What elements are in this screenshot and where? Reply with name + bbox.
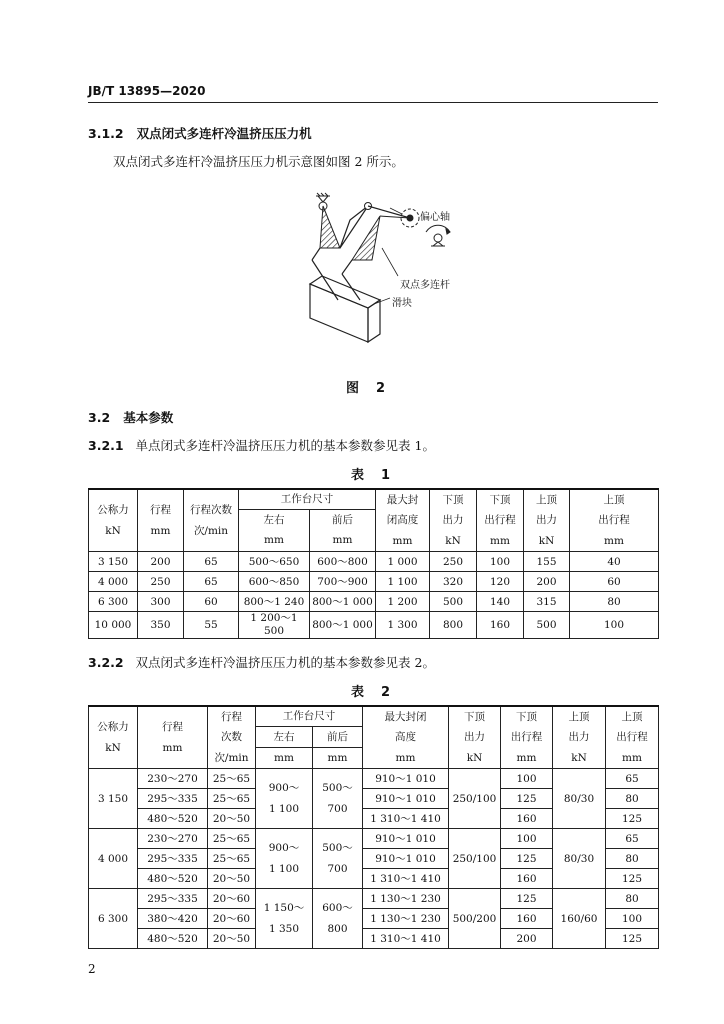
t1-header-lower-force: 下顶 出力 kN xyxy=(430,489,477,552)
t2-cell-spm: 25～65 xyxy=(208,829,256,849)
t2-cell-spm: 20～50 xyxy=(208,929,256,949)
table1 xyxy=(88,488,659,639)
t1-header-fb: 前后 mm xyxy=(310,509,376,552)
t2-header-lr-unit: mm xyxy=(256,748,313,769)
t2-cell-lower-force: 250/100 xyxy=(449,829,501,889)
t2-cell-stroke: 480～520 xyxy=(138,809,208,829)
table2-caption: 表 2 xyxy=(351,685,393,700)
cell-line: 1 100 xyxy=(268,862,300,875)
t2-cell-lower-stroke: 125 xyxy=(501,889,553,909)
t2-cell-fb xyxy=(313,889,363,949)
t1-header-spm: 行程次数 次/min xyxy=(184,489,239,552)
t2-cell-stroke: 295～335 xyxy=(138,849,208,869)
t2-cell-stroke: 230～270 xyxy=(138,829,208,849)
t2-cell-spm: 25～65 xyxy=(208,849,256,869)
t1-cell-fb: 700～900 xyxy=(310,572,376,592)
t2-cell-lower-stroke: 160 xyxy=(501,809,553,829)
label-slide: 滑块 xyxy=(392,298,412,309)
cell-line: 900～ xyxy=(268,842,300,855)
t2-cell-spm: 25～65 xyxy=(208,769,256,789)
t2-header-stroke: 行程 mm xyxy=(138,706,208,769)
section-number: 3.1.2 xyxy=(88,126,124,141)
t2-cell-lower-stroke: 100 xyxy=(501,829,553,849)
t2-header-upper-force: 上顶 出力 kN xyxy=(553,706,606,769)
t2-cell-upper-stroke: 65 xyxy=(606,829,659,849)
t1-cell-fb: 600～800 xyxy=(310,552,376,572)
t1-cell-force: 4 000 xyxy=(89,572,138,592)
table-row xyxy=(89,889,659,909)
t2-cell-upper-stroke: 125 xyxy=(606,809,659,829)
t2-header-force: 公称力 kN xyxy=(89,706,138,769)
t2-cell-force: 6 300 xyxy=(89,889,138,949)
t1-cell-lower-force: 800 xyxy=(430,612,477,638)
table2 xyxy=(88,705,659,949)
section-number: 3.2 xyxy=(88,410,111,425)
t2-cell-upper-stroke: 80 xyxy=(606,849,659,869)
t2-cell-stroke: 480～520 xyxy=(138,929,208,949)
t2-cell-shut-height: 1 310～1 410 xyxy=(363,809,449,829)
t1-cell-upper-force: 315 xyxy=(524,592,570,612)
section-number: 3.2.2 xyxy=(88,655,124,670)
t2-cell-shut-height: 1 310～1 410 xyxy=(363,929,449,949)
t2-cell-lr xyxy=(256,889,313,949)
t2-cell-spm: 25～65 xyxy=(208,789,256,809)
table-row xyxy=(89,829,659,849)
t1-cell-spm: 55 xyxy=(184,612,239,638)
table-row xyxy=(89,592,659,612)
t2-cell-shut-height: 1 310～1 410 xyxy=(363,869,449,889)
t1-cell-force: 6 300 xyxy=(89,592,138,612)
table-row xyxy=(89,552,659,572)
t2-cell-upper-stroke: 80 xyxy=(606,889,659,909)
t1-cell-lower-stroke: 160 xyxy=(477,612,524,638)
t2-cell-spm: 20～50 xyxy=(208,869,256,889)
t2-cell-lower-stroke: 100 xyxy=(501,769,553,789)
t1-cell-stroke: 250 xyxy=(138,572,184,592)
t2-cell-shut-height: 1 130～1 230 xyxy=(363,889,449,909)
t2-header-table-size: 工作台尺寸 xyxy=(256,706,363,727)
t2-cell-force: 3 150 xyxy=(89,769,138,829)
t1-cell-force: 3 150 xyxy=(89,552,138,572)
t2-cell-lower-stroke: 200 xyxy=(501,929,553,949)
link-triangle-right xyxy=(352,216,380,260)
section-title: 基本参数 xyxy=(123,410,174,425)
t1-cell-lower-force: 250 xyxy=(430,552,477,572)
t2-cell-lower-force: 250/100 xyxy=(449,769,501,829)
t1-cell-upper-stroke: 80 xyxy=(570,592,659,612)
t2-cell-stroke: 480～520 xyxy=(138,869,208,889)
t2-cell-upper-force: 80/30 xyxy=(553,769,606,829)
t2-header-lower-stroke: 下顶 出行程 mm xyxy=(501,706,553,769)
t1-cell-spm: 65 xyxy=(184,552,239,572)
t2-header-upper-stroke: 上顶 出行程 mm xyxy=(606,706,659,769)
t1-cell-lower-force: 500 xyxy=(430,592,477,612)
cell-line: 700 xyxy=(327,862,348,875)
t2-cell-stroke: 230～270 xyxy=(138,769,208,789)
t2-cell-shut-height: 910～1 010 xyxy=(363,769,449,789)
t2-cell-stroke: 295～335 xyxy=(138,789,208,809)
t2-header-fb-label: 前后 xyxy=(313,727,363,748)
t1-header-force: 公称力 kN xyxy=(89,489,138,552)
section-text: 双点闭式多连杆冷温挤压压力机的基本参数参见表 2。 xyxy=(135,655,435,670)
t1-cell-lower-stroke: 140 xyxy=(477,592,524,612)
t1-cell-lower-stroke: 100 xyxy=(477,552,524,572)
section-312-body: 双点闭式多连杆冷温挤压压力机示意图如图 2 所示。 xyxy=(113,154,404,169)
table1-body xyxy=(89,552,659,638)
section-312-heading xyxy=(88,124,312,142)
t1-cell-upper-force: 200 xyxy=(524,572,570,592)
t2-cell-fb xyxy=(313,829,363,889)
t1-header-lr: 左右 mm xyxy=(239,509,310,552)
cell-line: 900～ xyxy=(268,782,300,795)
t2-cell-spm: 20～60 xyxy=(208,909,256,929)
t2-cell-shut-height: 910～1 010 xyxy=(363,849,449,869)
cell-line: 700 xyxy=(327,802,348,815)
section-text: 单点闭式多连杆冷温挤压压力机的基本参数参见表 1。 xyxy=(135,438,435,453)
t2-cell-upper-stroke: 80 xyxy=(606,789,659,809)
t2-cell-spm: 20～60 xyxy=(208,889,256,909)
cell-line: 1 100 xyxy=(268,802,300,815)
t2-header-shut-height: 最大封闭 高度 mm xyxy=(363,706,449,769)
section-321-paragraph xyxy=(88,436,435,454)
label-linkage: 双点多连杆 xyxy=(400,280,450,291)
t1-cell-upper-stroke: 100 xyxy=(570,612,659,638)
figure-caption: 图 2 xyxy=(346,381,388,396)
t2-cell-stroke: 380～420 xyxy=(138,909,208,929)
t1-cell-force: 10 000 xyxy=(89,612,138,638)
t2-header-lower-force: 下顶 出力 kN xyxy=(449,706,501,769)
section-title: 双点闭式多连杆冷温挤压压力机 xyxy=(136,126,312,141)
section-number: 3.2.1 xyxy=(88,438,124,453)
link-triangle-left xyxy=(320,206,340,248)
t2-cell-force: 4 000 xyxy=(89,829,138,889)
t1-cell-upper-stroke: 60 xyxy=(570,572,659,592)
t2-cell-lower-stroke: 125 xyxy=(501,849,553,869)
cell-line: 600～ xyxy=(322,902,353,915)
t2-cell-upper-stroke: 100 xyxy=(606,909,659,929)
t1-cell-fb: 800～1 000 xyxy=(310,612,376,638)
page-number: 2 xyxy=(88,962,96,976)
document-id: JB/T 13895—2020 xyxy=(88,84,206,98)
t2-cell-lower-stroke: 160 xyxy=(501,869,553,889)
t1-header-table-size: 工作台尺寸 xyxy=(239,489,376,509)
t1-cell-stroke: 350 xyxy=(138,612,184,638)
t1-cell-upper-stroke: 40 xyxy=(570,552,659,572)
section-322-paragraph xyxy=(88,653,435,671)
t1-cell-upper-force: 500 xyxy=(524,612,570,638)
t2-cell-upper-force: 80/30 xyxy=(553,829,606,889)
cell-line: 500～ xyxy=(322,842,353,855)
t2-cell-upper-stroke: 125 xyxy=(606,869,659,889)
t2-cell-shut-height: 910～1 010 xyxy=(363,829,449,849)
t2-cell-stroke: 295～335 xyxy=(138,889,208,909)
t1-cell-lower-stroke: 120 xyxy=(477,572,524,592)
t2-header-spm: 行程 次数 次/min xyxy=(208,706,256,769)
t1-cell-shut-height: 1 200 xyxy=(376,592,430,612)
frame-fixed-pivot-right xyxy=(426,225,450,246)
t1-cell-shut-height: 1 300 xyxy=(376,612,430,638)
table-row xyxy=(89,769,659,789)
t1-header-lower-stroke: 下顶 出行程 mm xyxy=(477,489,524,552)
cell-line: 1 350 xyxy=(268,922,300,935)
t2-cell-lower-stroke: 125 xyxy=(501,789,553,809)
t1-cell-fb: 800～1 000 xyxy=(310,592,376,612)
link-slide-right xyxy=(342,274,360,300)
t1-cell-shut-height: 1 100 xyxy=(376,572,430,592)
t2-header-lr-label: 左右 xyxy=(256,727,313,748)
t1-header-shut-height: 最大封 闭高度 mm xyxy=(376,489,430,552)
cell-line: 1 150～ xyxy=(263,902,305,915)
t2-header-fb-unit: mm xyxy=(313,748,363,769)
slide-block xyxy=(310,276,380,342)
table1-caption: 表 1 xyxy=(351,468,393,483)
t2-cell-upper-stroke: 125 xyxy=(606,929,659,949)
cell-line: 800 xyxy=(327,922,348,935)
t1-cell-lr: 500～650 xyxy=(239,552,310,572)
t1-cell-spm: 65 xyxy=(184,572,239,592)
t1-cell-stroke: 300 xyxy=(138,592,184,612)
t2-cell-shut-height: 910～1 010 xyxy=(363,789,449,809)
table2-body xyxy=(89,769,659,949)
t1-cell-lr: 600～850 xyxy=(239,572,310,592)
t2-cell-spm: 20～50 xyxy=(208,809,256,829)
t2-cell-lower-stroke: 160 xyxy=(501,909,553,929)
t1-cell-upper-force: 155 xyxy=(524,552,570,572)
t1-cell-lr: 800～1 240 xyxy=(239,592,310,612)
cell-line: 500～ xyxy=(322,782,353,795)
header-rule xyxy=(88,102,658,103)
t2-cell-lr xyxy=(256,769,313,829)
table-row xyxy=(89,612,659,638)
leader-linkage xyxy=(382,248,398,276)
t2-cell-lr xyxy=(256,829,313,889)
t1-cell-lr: 1 200～1 500 xyxy=(239,612,310,638)
t2-cell-lower-force: 500/200 xyxy=(449,889,501,949)
t1-header-upper-stroke: 上顶 出行程 mm xyxy=(570,489,659,552)
table-row xyxy=(89,572,659,592)
t1-header-upper-force: 上顶 出力 kN xyxy=(524,489,570,552)
t1-cell-shut-height: 1 000 xyxy=(376,552,430,572)
t2-cell-upper-force: 160/60 xyxy=(553,889,606,949)
label-eccentric-shaft: 偏心轴 xyxy=(420,212,450,223)
t1-cell-spm: 60 xyxy=(184,592,239,612)
section-32-heading xyxy=(88,408,173,426)
t2-cell-shut-height: 1 130～1 230 xyxy=(363,909,449,929)
link-lower-left xyxy=(312,248,320,260)
link-lower-right xyxy=(342,260,352,274)
t2-cell-upper-stroke: 65 xyxy=(606,769,659,789)
t1-cell-stroke: 200 xyxy=(138,552,184,572)
t2-cell-fb xyxy=(313,769,363,829)
t1-header-stroke: 行程 mm xyxy=(138,489,184,552)
t1-cell-lower-force: 320 xyxy=(430,572,477,592)
